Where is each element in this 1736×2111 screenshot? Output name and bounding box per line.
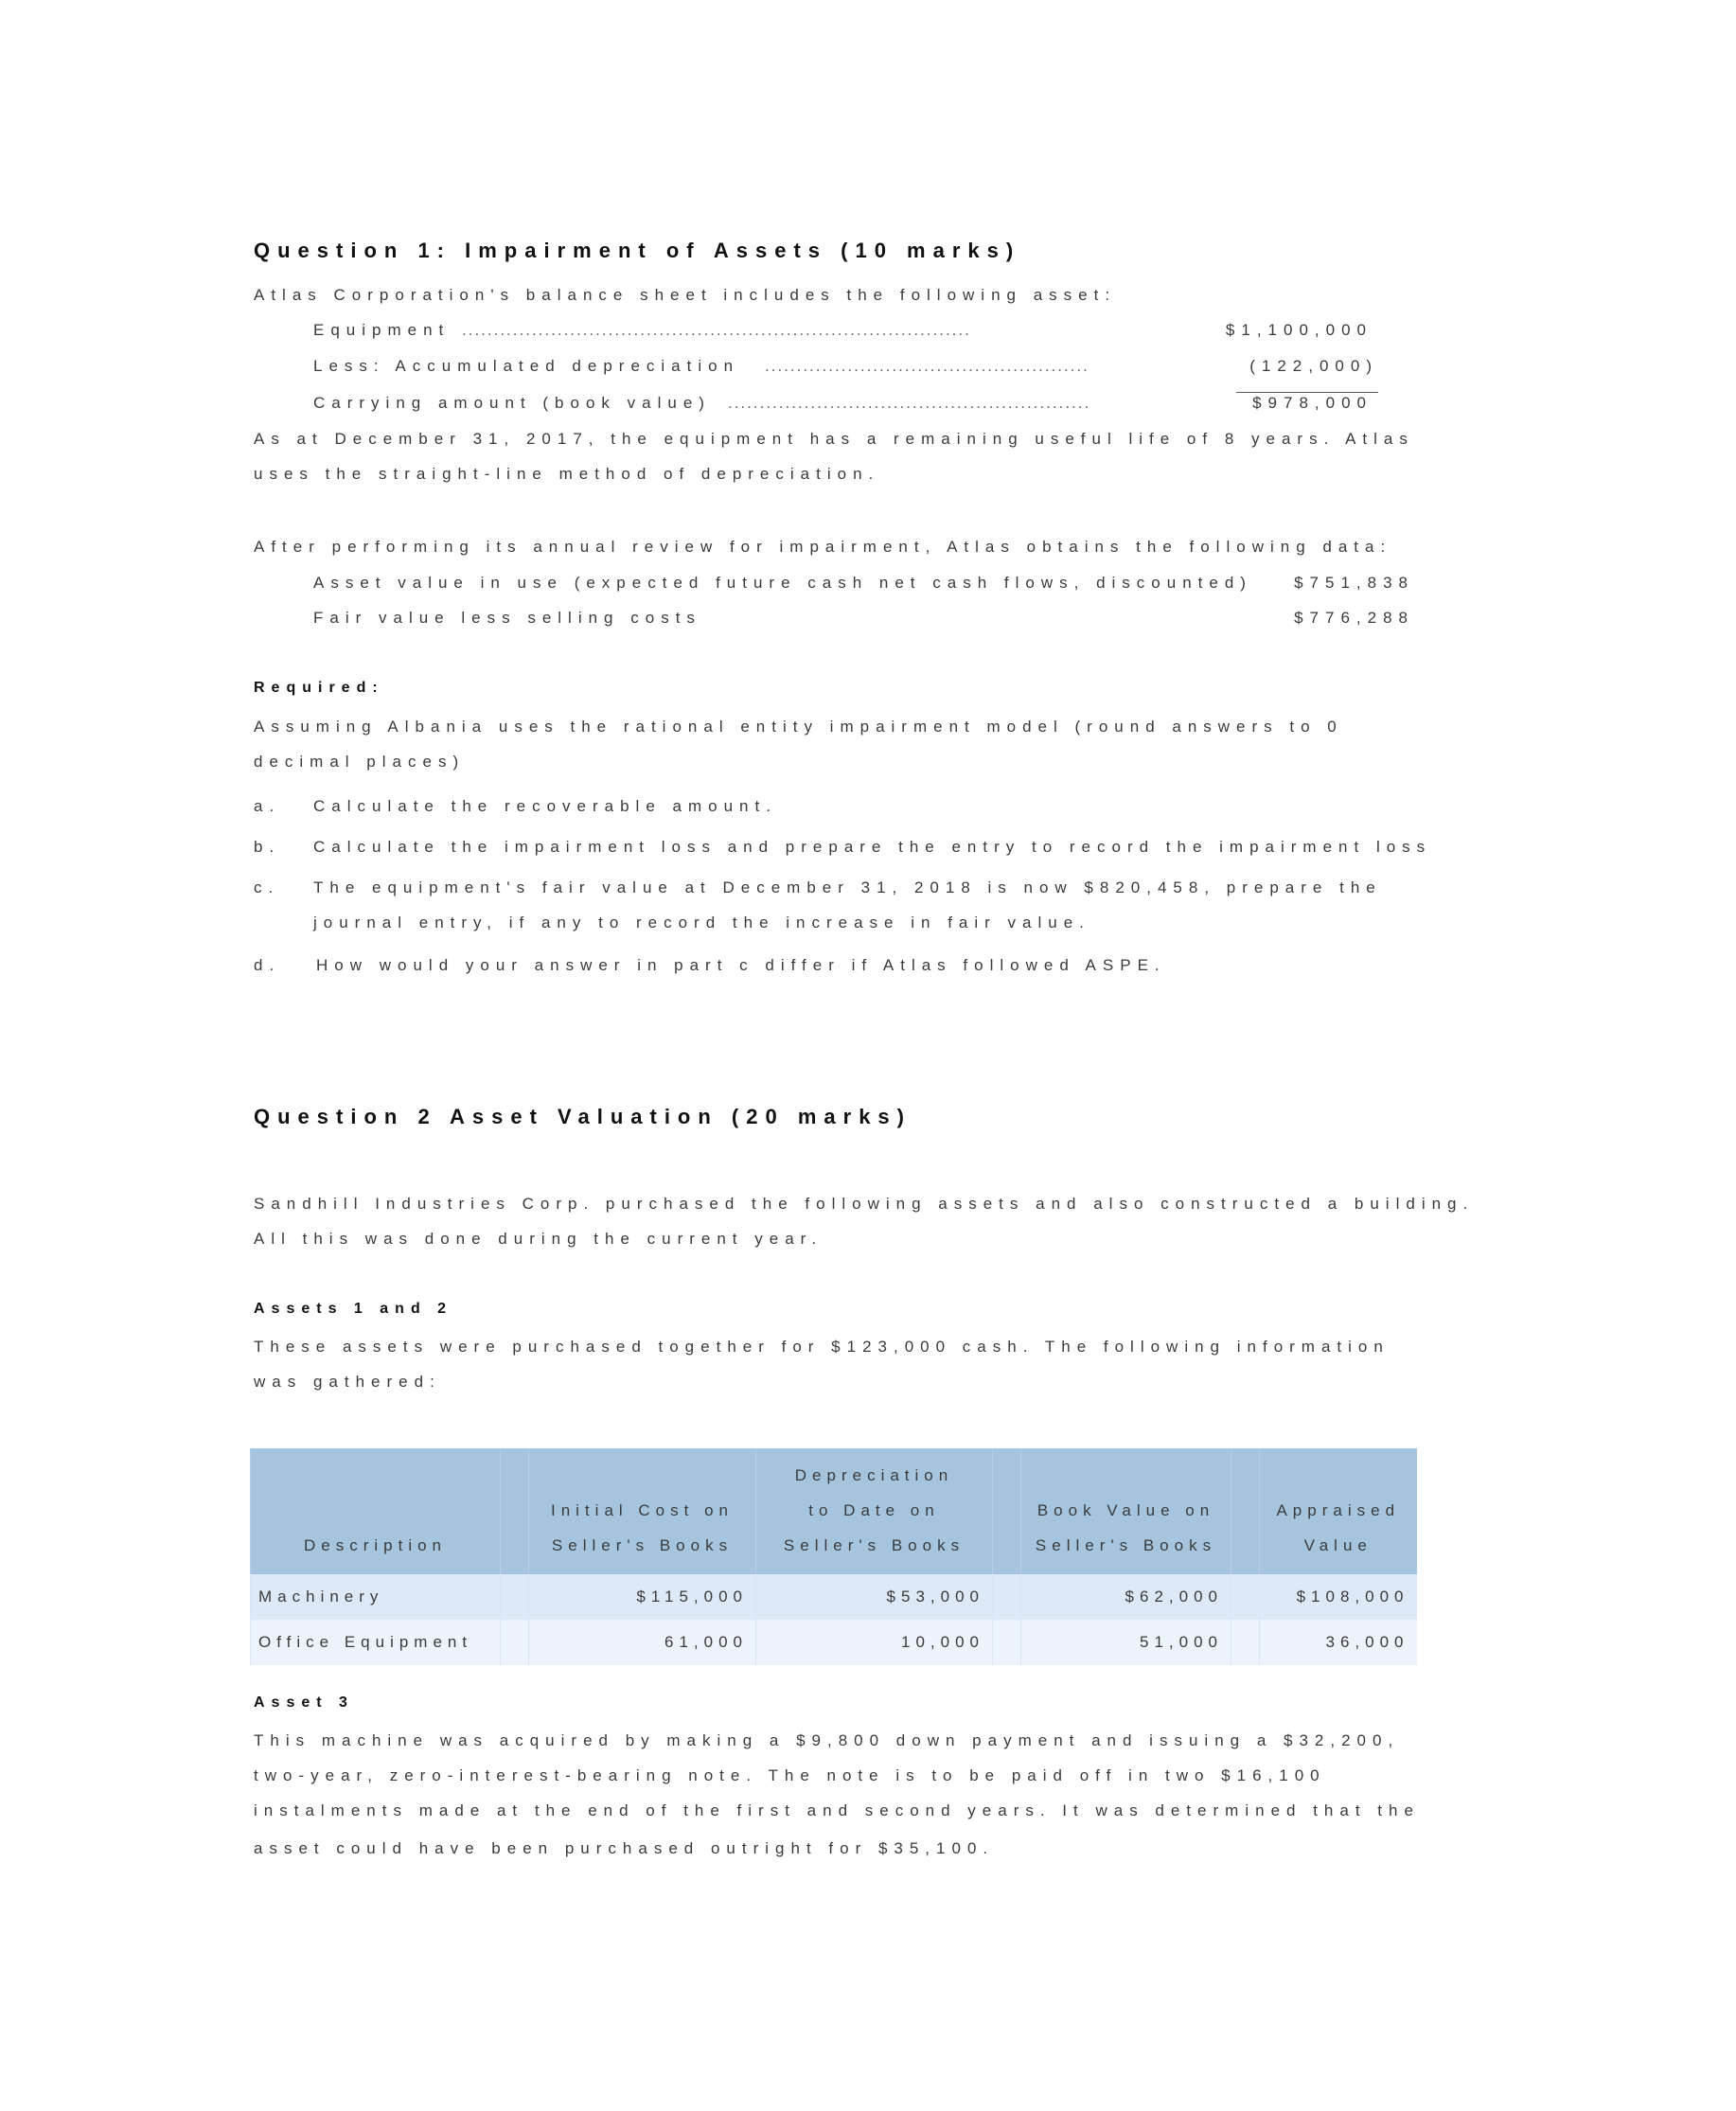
required-label: Required: [254, 680, 384, 696]
row-book-value: 51,000 [1021, 1620, 1231, 1665]
row-description: Machinery [251, 1574, 501, 1620]
assumption-line-2: decimal places) [254, 753, 466, 771]
row-appraised: $108,000 [1260, 1574, 1417, 1620]
question-1-heading: Question 1: Impairment of Assets (10 marks) [254, 239, 1021, 262]
equipment-value: $1,100,000 [1225, 321, 1373, 339]
row-description: Office Equipment [251, 1620, 501, 1665]
table-header-row [251, 1448, 1417, 1574]
carrying-amount-label: Carrying amount (book value) [313, 394, 711, 412]
asset-3-line-1: This machine was acquired by making a $9,800 down payment and issuing a $32,200, [254, 1731, 1400, 1749]
item-c-text-line-1: The equipment's fair value at December 31, 2018 is now $820,458, prepare the [313, 878, 1382, 896]
equipment-leader-dots: ................................................................................ [462, 321, 971, 339]
row-depreciation: $53,000 [756, 1574, 993, 1620]
initial-cost-header-line-2: Seller's Books [551, 1536, 734, 1554]
row-gap [501, 1574, 529, 1620]
assets-1-and-2-line-2: was gathered: [254, 1373, 441, 1391]
asset-3-label: Asset 3 [254, 1694, 354, 1711]
carrying-amount-leader-dots: ......................................................... [728, 394, 1091, 412]
item-c-text-line-2: journal entry, if any to record the increase in fair value. [313, 914, 1090, 931]
book-value-header-line-2: Seller's Books [1035, 1536, 1217, 1554]
description-header-text: Description [303, 1536, 448, 1554]
header-gap [1231, 1448, 1260, 1574]
value-in-use-value: $751,838 [1294, 574, 1414, 592]
table-row [251, 1620, 1417, 1665]
fair-value-label: Fair value less selling costs [313, 609, 701, 627]
header-gap [501, 1448, 529, 1574]
item-b-text: Calculate the impairment loss and prepare the entry to record the impairment loss [313, 838, 1432, 856]
fair-value-value: $776,288 [1294, 609, 1414, 627]
item-d-letter: d. [254, 956, 281, 974]
item-c-letter: c. [254, 878, 280, 896]
row-gap [993, 1574, 1021, 1620]
assets-1-and-2-label: Assets 1 and 2 [254, 1301, 453, 1317]
depreciation-header-line-1: Depreciation [794, 1466, 954, 1484]
assets-1-and-2-line-1: These assets were purchased together for $123,000 cash. The following information [254, 1338, 1390, 1356]
row-appraised: 36,000 [1260, 1620, 1417, 1665]
row-gap [1231, 1574, 1260, 1620]
item-d-text: How would your answer in part c differ if Atlas followed ASPE. [316, 956, 1166, 974]
equipment-label: Equipment [313, 321, 451, 339]
asset-information-table [250, 1448, 1417, 1665]
header-gap [993, 1448, 1021, 1574]
question-2-heading: Question 2 Asset Valuation (20 marks) [254, 1105, 912, 1128]
appraised-header-line-1: Appraised [1276, 1501, 1401, 1519]
book-value-header-line-1: Book Value on [1036, 1501, 1215, 1519]
asset-3-line-3: instalments made at the end of the first and second years. It was determined that the [254, 1801, 1420, 1819]
initial-cost-header-line-1: Initial Cost on [551, 1501, 734, 1519]
asset-3-line-2: two-year, zero-interest-bearing note. The note is to be paid off in two $16,100 [254, 1766, 1326, 1784]
carrying-amount-value: $978,000 [1252, 394, 1373, 412]
row-gap [1231, 1620, 1260, 1665]
depreciation-header-line-3: Seller's Books [783, 1536, 965, 1554]
row-initial-cost: $115,000 [529, 1574, 756, 1620]
row-gap [993, 1620, 1021, 1665]
item-a-letter: a. [254, 797, 281, 815]
appraised-header-line-2: Value [1303, 1536, 1373, 1554]
row-book-value: $62,000 [1021, 1574, 1231, 1620]
value-in-use-label: Asset value in use (expected future cash net cash flows, discounted) [313, 574, 1252, 592]
q2-intro-line-1: Sandhill Industries Corp. purchased the following assets and also constructed a building. [254, 1195, 1475, 1213]
book-value-header [1021, 1448, 1231, 1574]
appraised-value-header [1260, 1448, 1417, 1574]
row-gap [501, 1620, 529, 1665]
q1-paragraph-1-line-2: uses the straight-line method of depreciation. [254, 465, 880, 483]
description-header [251, 1448, 501, 1574]
item-b-letter: b. [254, 838, 281, 856]
accumulated-depreciation-label: Less: Accumulated depreciation [313, 357, 740, 375]
q1-paragraph-1-line-1: As at December 31, 2017, the equipment has a remaining useful life of 8 years. Atlas [254, 430, 1414, 448]
row-depreciation: 10,000 [756, 1620, 993, 1665]
table-row [251, 1574, 1417, 1620]
depreciation-header-line-2: to Date on [808, 1501, 940, 1519]
asset-3-line-4: asset could have been purchased outright for $35,100. [254, 1839, 995, 1857]
q1-paragraph-2: After performing its annual review for impairment, Atlas obtains the following data: [254, 538, 1392, 556]
accumulated-depreciation-leader-dots: ................................................... [765, 357, 1089, 375]
accumulated-depreciation-value: (122,000) [1249, 357, 1378, 375]
assumption-line-1: Assuming Albania uses the rational entity impairment model (round answers to 0 [254, 718, 1343, 736]
row-initial-cost: 61,000 [529, 1620, 756, 1665]
initial-cost-header [529, 1448, 756, 1574]
item-a-text: Calculate the recoverable amount. [313, 797, 777, 815]
q2-intro-line-2: All this was done during the current year. [254, 1230, 824, 1248]
subtotal-underline [1236, 392, 1378, 393]
depreciation-header [756, 1448, 993, 1574]
q1-intro: Atlas Corporation's balance sheet includes the following asset: [254, 286, 1117, 304]
